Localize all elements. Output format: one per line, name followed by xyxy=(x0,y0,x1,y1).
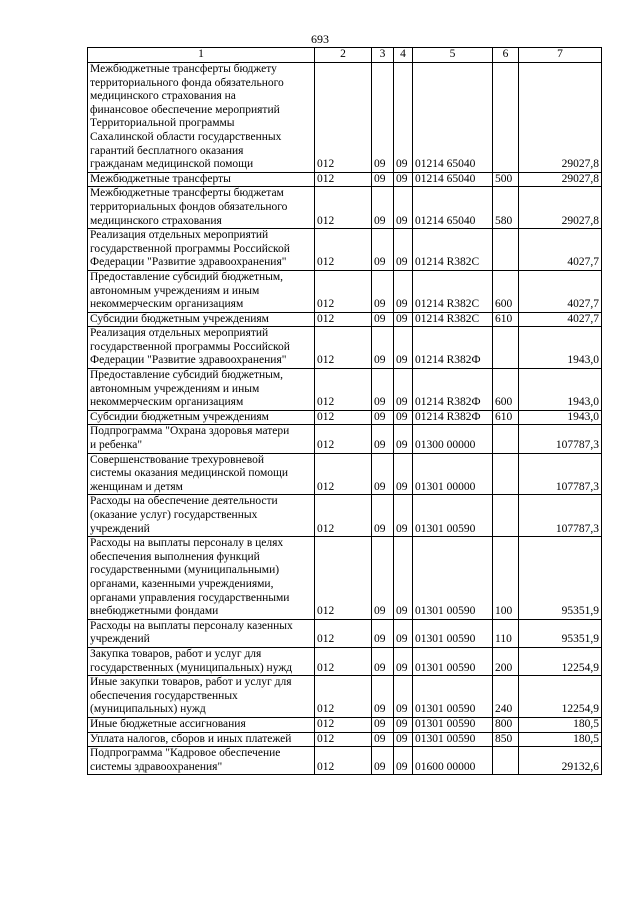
table-row xyxy=(88,410,602,425)
target-article-code: 01214 R382C xyxy=(413,229,493,271)
ministry-code: 012 xyxy=(315,410,372,425)
table-row xyxy=(88,717,602,732)
ministry-code: 012 xyxy=(315,312,372,327)
ministry-code: 012 xyxy=(315,676,372,718)
column-header: 6 xyxy=(493,48,519,63)
expense-name: Иные закупки товаров, работ и услуг для обеспечения государственных (муниципальных) нужд xyxy=(88,676,315,718)
amount: 107787,3 xyxy=(519,453,602,495)
target-article-code: 01301 00000 xyxy=(413,453,493,495)
expense-type-code: 100 xyxy=(493,537,519,620)
amount: 12254,9 xyxy=(519,676,602,718)
subsection-code: 09 xyxy=(394,172,413,187)
subsection-code: 09 xyxy=(394,410,413,425)
expense-type-code xyxy=(493,327,519,369)
amount: 107787,3 xyxy=(519,495,602,537)
expense-name: Предоставление субсидий бюджетным, автономным учреждениям и иным некоммерческим организациям xyxy=(88,369,315,411)
target-article-code: 01301 00590 xyxy=(413,537,493,620)
amount: 4027,7 xyxy=(519,312,602,327)
subsection-code: 09 xyxy=(394,495,413,537)
section-code: 09 xyxy=(372,369,394,411)
expense-name: Совершенствование трехуровневой системы оказания медицинской помощи женщинам и детям xyxy=(88,453,315,495)
amount: 12254,9 xyxy=(519,647,602,675)
section-code: 09 xyxy=(372,270,394,312)
amount: 1943,0 xyxy=(519,327,602,369)
subsection-code: 09 xyxy=(394,63,413,173)
ministry-code: 012 xyxy=(315,647,372,675)
ministry-code: 012 xyxy=(315,495,372,537)
target-article-code: 01214 65040 xyxy=(413,187,493,229)
target-article-code: 01300 00000 xyxy=(413,425,493,453)
column-header: 4 xyxy=(394,48,413,63)
subsection-code: 09 xyxy=(394,647,413,675)
expense-name: Закупка товаров, работ и услуг для государственных (муниципальных) нужд xyxy=(88,647,315,675)
subsection-code: 09 xyxy=(394,369,413,411)
target-article-code: 01214 65040 xyxy=(413,63,493,173)
ministry-code: 012 xyxy=(315,63,372,173)
expense-name: Субсидии бюджетным учреждениям xyxy=(88,312,315,327)
table-row xyxy=(88,312,602,327)
target-article-code: 01214 65040 xyxy=(413,172,493,187)
column-header: 7 xyxy=(519,48,602,63)
table-row xyxy=(88,647,602,675)
ministry-code: 012 xyxy=(315,732,372,747)
table-row xyxy=(88,537,602,620)
target-article-code: 01214 R382Ф xyxy=(413,410,493,425)
column-header: 5 xyxy=(413,48,493,63)
expense-type-code xyxy=(493,63,519,173)
section-code: 09 xyxy=(372,732,394,747)
ministry-code: 012 xyxy=(315,327,372,369)
subsection-code: 09 xyxy=(394,187,413,229)
section-code: 09 xyxy=(372,172,394,187)
expense-name: Реализация отдельных мероприятий государственной программы Российской Федерации "Развитие здравоохранения" xyxy=(88,327,315,369)
ministry-code: 012 xyxy=(315,187,372,229)
section-code: 09 xyxy=(372,187,394,229)
expense-type-code: 610 xyxy=(493,410,519,425)
amount: 95351,9 xyxy=(519,619,602,647)
table-row xyxy=(88,63,602,173)
page-number: 693 xyxy=(311,32,329,46)
expense-type-code: 200 xyxy=(493,647,519,675)
amount: 4027,7 xyxy=(519,229,602,271)
subsection-code: 09 xyxy=(394,327,413,369)
expense-name: Субсидии бюджетным учреждениям xyxy=(88,410,315,425)
table-row xyxy=(88,327,602,369)
subsection-code: 09 xyxy=(394,229,413,271)
expense-type-code: 600 xyxy=(493,369,519,411)
expense-type-code xyxy=(493,453,519,495)
expense-name: Межбюджетные трансферты xyxy=(88,172,315,187)
budget-table xyxy=(87,47,602,775)
subsection-code: 09 xyxy=(394,732,413,747)
target-article-code: 01301 00590 xyxy=(413,495,493,537)
expense-type-code: 600 xyxy=(493,270,519,312)
column-header: 2 xyxy=(315,48,372,63)
expense-type-code: 610 xyxy=(493,312,519,327)
column-header: 3 xyxy=(372,48,394,63)
target-article-code: 01301 00590 xyxy=(413,619,493,647)
table-row xyxy=(88,732,602,747)
section-code: 09 xyxy=(372,410,394,425)
subsection-code: 09 xyxy=(394,270,413,312)
ministry-code: 012 xyxy=(315,270,372,312)
amount: 29027,8 xyxy=(519,172,602,187)
expense-name: Иные бюджетные ассигнования xyxy=(88,717,315,732)
section-code: 09 xyxy=(372,425,394,453)
table-row xyxy=(88,619,602,647)
expense-name: Межбюджетные трансферты бюджету территориального фонда обязательного медицинского страхования на финансовое обеспечение мероприятий Территориальной программы Сахалинской области государственных гарантий бесплатного оказания гражданам медицинской помощи xyxy=(88,63,315,173)
amount: 1943,0 xyxy=(519,369,602,411)
ministry-code: 012 xyxy=(315,172,372,187)
expense-type-code: 240 xyxy=(493,676,519,718)
section-code: 09 xyxy=(372,453,394,495)
ministry-code: 012 xyxy=(315,425,372,453)
expense-name: Реализация отдельных мероприятий государственной программы Российской Федерации "Развитие здравоохранения" xyxy=(88,229,315,271)
target-article-code: 01600 00000 xyxy=(413,747,493,775)
section-code: 09 xyxy=(372,717,394,732)
subsection-code: 09 xyxy=(394,676,413,718)
amount: 29132,6 xyxy=(519,747,602,775)
amount: 29027,8 xyxy=(519,63,602,173)
amount: 180,5 xyxy=(519,717,602,732)
section-code: 09 xyxy=(372,676,394,718)
expense-name: Расходы на выплаты персоналу в целях обеспечения выполнения функций государственными (муниципальными) органами, казенными учреждениями, органами управления государственными внебюджетными фондами xyxy=(88,537,315,620)
table-row xyxy=(88,425,602,453)
ministry-code: 012 xyxy=(315,619,372,647)
expense-name: Расходы на выплаты персоналу казенных учреждений xyxy=(88,619,315,647)
amount: 4027,7 xyxy=(519,270,602,312)
subsection-code: 09 xyxy=(394,747,413,775)
table-row xyxy=(88,229,602,271)
section-code: 09 xyxy=(372,747,394,775)
expense-type-code xyxy=(493,229,519,271)
expense-name: Подпрограмма "Охрана здоровья матери и ребенка" xyxy=(88,425,315,453)
expense-type-code xyxy=(493,747,519,775)
target-article-code: 01301 00590 xyxy=(413,647,493,675)
subsection-code: 09 xyxy=(394,717,413,732)
subsection-code: 09 xyxy=(394,425,413,453)
table-row xyxy=(88,747,602,775)
subsection-code: 09 xyxy=(394,619,413,647)
section-code: 09 xyxy=(372,63,394,173)
section-code: 09 xyxy=(372,327,394,369)
ministry-code: 012 xyxy=(315,369,372,411)
amount: 95351,9 xyxy=(519,537,602,620)
expense-name: Межбюджетные трансферты бюджетам территориальных фондов обязательного медицинского страхования xyxy=(88,187,315,229)
table-row xyxy=(88,187,602,229)
table-row xyxy=(88,172,602,187)
expense-name: Уплата налогов, сборов и иных платежей xyxy=(88,732,315,747)
expense-type-code: 110 xyxy=(493,619,519,647)
expense-type-code: 800 xyxy=(493,717,519,732)
expense-type-code: 500 xyxy=(493,172,519,187)
table-body xyxy=(88,63,602,775)
target-article-code: 01301 00590 xyxy=(413,717,493,732)
table-row xyxy=(88,495,602,537)
expense-type-code: 850 xyxy=(493,732,519,747)
table-row xyxy=(88,369,602,411)
section-code: 09 xyxy=(372,537,394,620)
amount: 107787,3 xyxy=(519,425,602,453)
section-code: 09 xyxy=(372,647,394,675)
section-code: 09 xyxy=(372,619,394,647)
ministry-code: 012 xyxy=(315,453,372,495)
target-article-code: 01214 R382C xyxy=(413,270,493,312)
expense-name: Расходы на обеспечение деятельности (оказание услуг) государственных учреждений xyxy=(88,495,315,537)
target-article-code: 01301 00590 xyxy=(413,676,493,718)
expense-name: Подпрограмма "Кадровое обеспечение системы здравоохранения" xyxy=(88,747,315,775)
header-row xyxy=(88,48,602,63)
ministry-code: 012 xyxy=(315,717,372,732)
section-code: 09 xyxy=(372,229,394,271)
target-article-code: 01214 R382Ф xyxy=(413,327,493,369)
expense-name: Предоставление субсидий бюджетным, автономным учреждениям и иным некоммерческим организациям xyxy=(88,270,315,312)
ministry-code: 012 xyxy=(315,537,372,620)
amount: 1943,0 xyxy=(519,410,602,425)
column-header: 1 xyxy=(88,48,315,63)
subsection-code: 09 xyxy=(394,537,413,620)
ministry-code: 012 xyxy=(315,229,372,271)
amount: 29027,8 xyxy=(519,187,602,229)
table-row xyxy=(88,270,602,312)
table-row xyxy=(88,453,602,495)
target-article-code: 01214 R382Ф xyxy=(413,369,493,411)
expense-type-code xyxy=(493,495,519,537)
subsection-code: 09 xyxy=(394,312,413,327)
target-article-code: 01301 00590 xyxy=(413,732,493,747)
section-code: 09 xyxy=(372,495,394,537)
amount: 180,5 xyxy=(519,732,602,747)
table-row xyxy=(88,676,602,718)
section-code: 09 xyxy=(372,312,394,327)
ministry-code: 012 xyxy=(315,747,372,775)
target-article-code: 01214 R382C xyxy=(413,312,493,327)
expense-type-code xyxy=(493,425,519,453)
expense-type-code: 580 xyxy=(493,187,519,229)
subsection-code: 09 xyxy=(394,453,413,495)
